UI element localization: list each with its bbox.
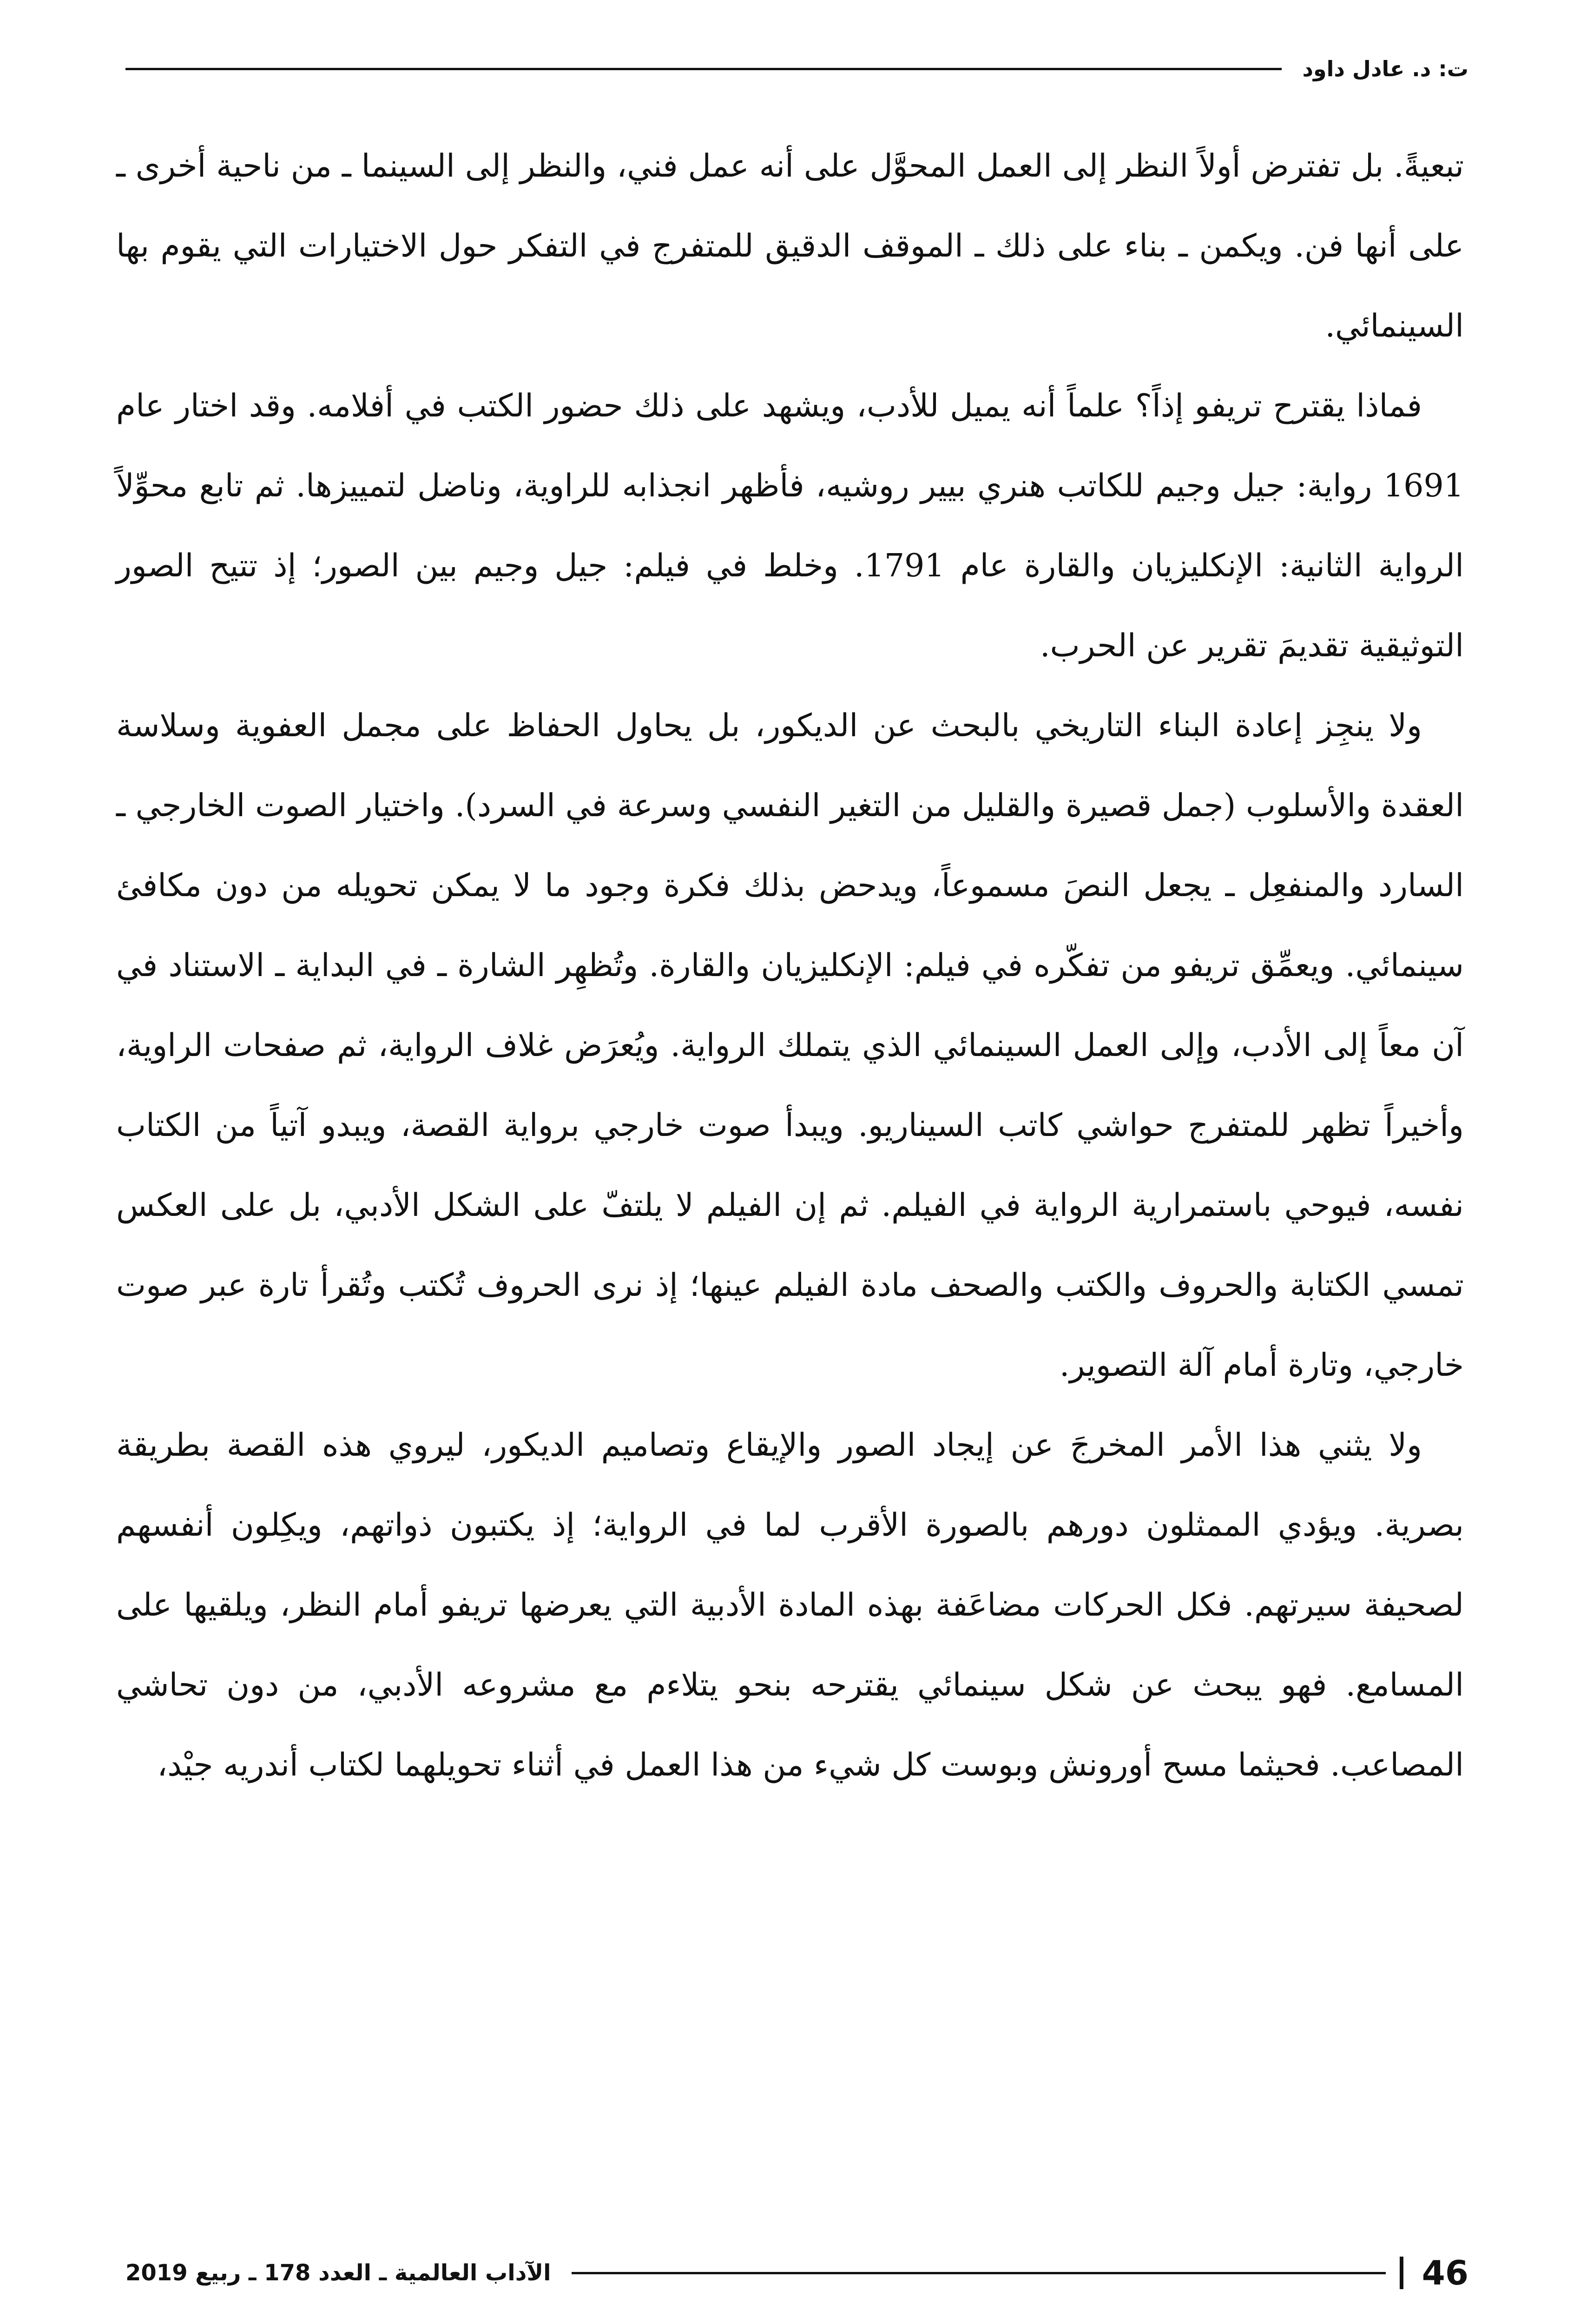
page-footer <box>125 2250 1468 2296</box>
paragraph-2: فماذا يقترح تريفو إذاً؟ علماً أنه يميل للأدب، ويشهد على ذلك حضور الكتب في أفلامه. وقد اختار عام 1691 رواية: جيل وجيم للكاتب هنري بيير روشيه، فأظهر انجذابه للراوية، وناضل لتمييزها. ثم تابع محوِّلاً الرواية الثانية: الإنكليزيان والقارة عام 1791. وخلط في فيلم: جيل وجيم بين الصور؛ إذ تتيح الصور التوثيقية تقديمَ تقرير عن الحرب. <box>116 388 1464 664</box>
footer-rule <box>572 2272 1386 2274</box>
paragraph-4: ولا يثني هذا الأمر المخرجَ عن إيجاد الصور والإيقاع وتصاميم الديكور، ليروي هذه القصة بطريقة بصرية. ويؤدي الممثلون دورهم بالصورة الأقرب لما في الرواية؛ إذ يكتبون ذواتهم، ويكِلون أنفسهم لصحيفة سيرتهم. فكل الحركات مضاعَفة بهذه المادة الأدبية التي يعرضها تريفو أمام النظر، ويلقيها على المسامع. فهو يبحث عن شكل سينمائي يقترحه بنحو يتلاءم مع مشروعه الأدبي، من دون تحاشي المصاعب. فحيثما مسح أورونش وبوست كل شيء من هذا العمل في أثناء تحويلهما لكتاب أندريه جيْد، <box>116 1427 1464 1783</box>
paragraph-3: ولا ينجِز إعادة البناء التاريخي بالبحث عن الديكور، بل يحاول الحفاظ على مجمل العفوية وسلاسة العقدة والأسلوب (جمل قصيرة والقليل من التغير النفسي وسرعة في السرد). واختيار الصوت الخارجي ـ السارد والمنفعِل ـ يجعل النصَ مسموعاً، ويدحض بذلك فكرة وجود ما لا يمكن تحويله من دون مكافئ سينمائي. ويعمِّق تريفو من تفكّره في فيلم: الإنكليزيان والقارة. وتُظهِر الشارة ـ في البداية ـ الاستناد في آن معاً إلى الأدب، وإلى العمل السينمائي الذي يتملك الرواية. ويُعرَض غلاف الرواية، ثم صفحات الراوية، وأخيراً تظهر للمتفرج حواشي كاتب السيناريو. ويبدأ صوت خارجي برواية القصة، ويبدو آتياً من الكتاب نفسه، فيوحي باستمرارية الرواية في الفيلم. ثم إن الفيلم لا يلتفّ على الشكل الأدبي، بل على العكس تمسي الكتابة والحروف والكتب والصحف مادة الفيلم عينها؛ إذ نرى الحروف تُكتب وتُقرأ تارة عبر صوت خارجي، وتارة أمام آلة التصوير. <box>116 707 1464 1384</box>
journal-issue: الآداب العالمية ـ العدد 178 ـ ربيع 2019 <box>125 2260 551 2286</box>
header-rule <box>125 68 1282 70</box>
paragraph-1: تبعيةً. بل تفترض أولاً النظر إلى العمل المحوَّل على أنه عمل فني، والنظر إلى السينما ـ من ناحية أخرى ـ على أنها فن. ويكمن ـ بناء على ذلك ـ الموقف الدقيق للمتفرج في التفكر حول الاختيارات التي يقوم بها السينمائي. <box>116 148 1464 344</box>
footer-separator-bar <box>1400 2257 1403 2289</box>
running-header <box>125 50 1468 87</box>
translator-credit: ت: د. عادل داود <box>1302 56 1468 81</box>
page-number: 46 <box>1422 2253 1468 2292</box>
article-body <box>116 126 1464 1805</box>
